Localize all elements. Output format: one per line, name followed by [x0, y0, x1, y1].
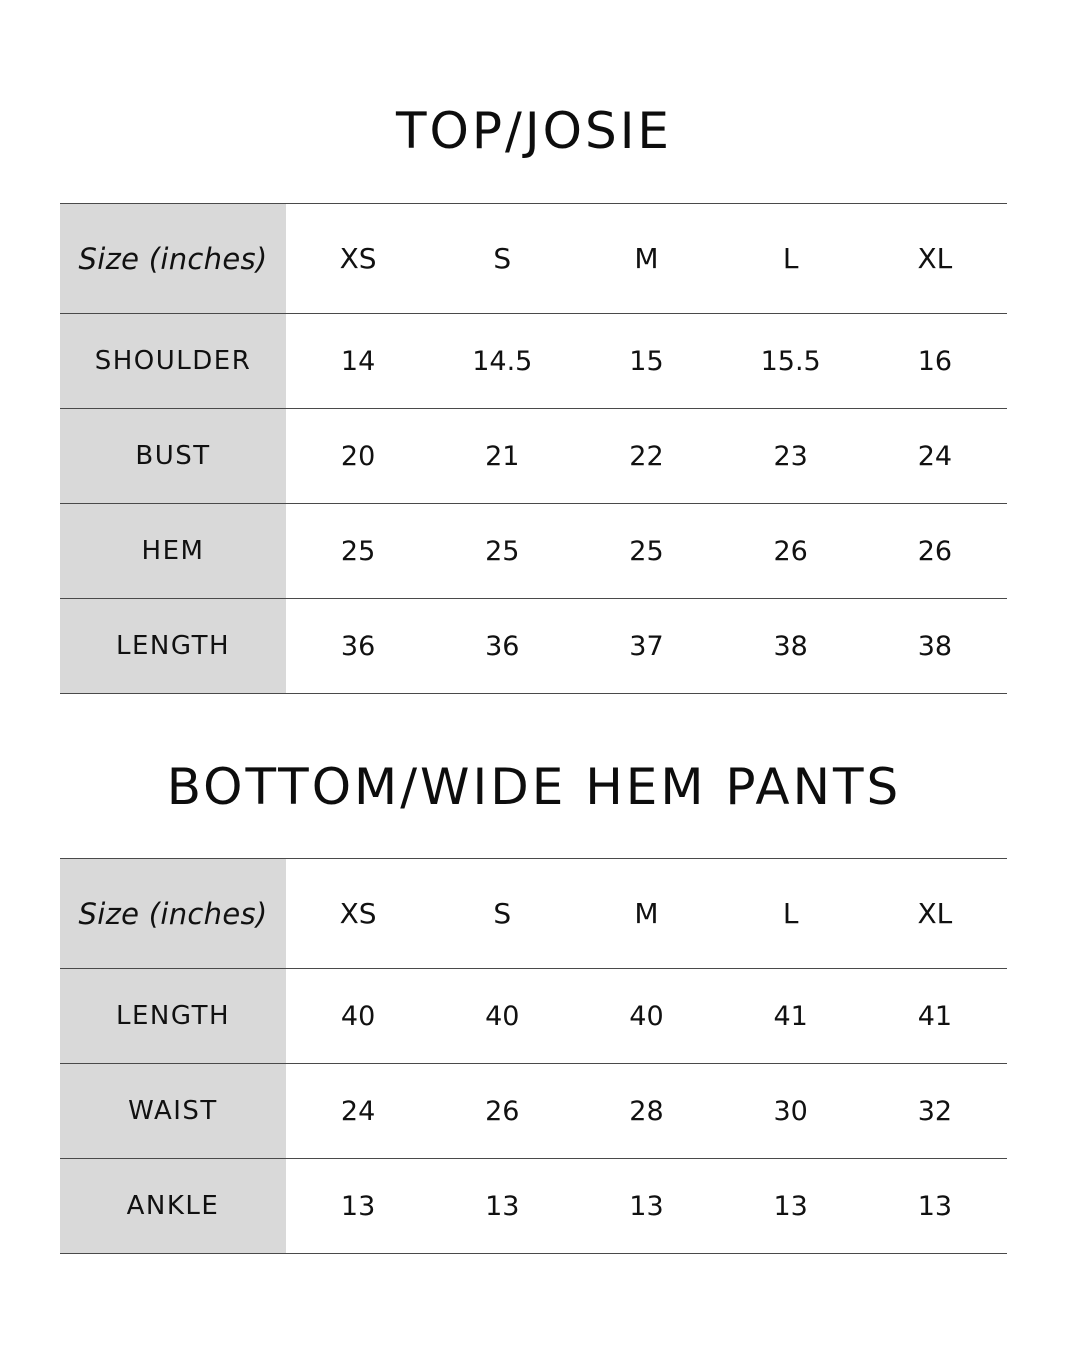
table-row [60, 599, 1007, 694]
bottom-size-table [60, 858, 1007, 1254]
table-header-row [60, 859, 1007, 969]
measurement-cell: 13 [719, 1159, 863, 1254]
measurement-cell: 15.5 [719, 314, 863, 409]
size-column-header: XS [286, 859, 430, 969]
row-label: HEM [60, 504, 286, 599]
table-row [60, 314, 1007, 409]
size-column-header: XL [863, 859, 1007, 969]
size-column-header: S [430, 204, 574, 314]
measurement-cell: 15 [574, 314, 718, 409]
measurement-cell: 16 [863, 314, 1007, 409]
table-header-row [60, 204, 1007, 314]
measurement-cell: 21 [430, 409, 574, 504]
measurement-cell: 24 [286, 1064, 430, 1159]
row-label: BUST [60, 409, 286, 504]
size-column-header: M [574, 859, 718, 969]
top-size-table [60, 203, 1007, 694]
row-label: SHOULDER [60, 314, 286, 409]
measurement-cell: 14.5 [430, 314, 574, 409]
size-header-label: Size (inches) [60, 859, 286, 969]
measurement-cell: 14 [286, 314, 430, 409]
measurement-cell: 26 [863, 504, 1007, 599]
measurement-cell: 13 [430, 1159, 574, 1254]
measurement-cell: 37 [574, 599, 718, 694]
size-column-header: S [430, 859, 574, 969]
measurement-cell: 38 [719, 599, 863, 694]
size-column-header: L [719, 859, 863, 969]
table-row [60, 504, 1007, 599]
measurement-cell: 36 [286, 599, 430, 694]
measurement-cell: 25 [430, 504, 574, 599]
measurement-cell: 13 [286, 1159, 430, 1254]
table-row [60, 409, 1007, 504]
measurement-cell: 30 [719, 1064, 863, 1159]
measurement-cell: 25 [574, 504, 718, 599]
measurement-cell: 41 [863, 969, 1007, 1064]
measurement-cell: 40 [286, 969, 430, 1064]
measurement-cell: 40 [430, 969, 574, 1064]
measurement-cell: 23 [719, 409, 863, 504]
size-header-label: Size (inches) [60, 204, 286, 314]
measurement-cell: 36 [430, 599, 574, 694]
size-column-header: XS [286, 204, 430, 314]
row-label: ANKLE [60, 1159, 286, 1254]
measurement-cell: 13 [574, 1159, 718, 1254]
measurement-cell: 38 [863, 599, 1007, 694]
measurement-cell: 13 [863, 1159, 1007, 1254]
measurement-cell: 22 [574, 409, 718, 504]
measurement-cell: 26 [719, 504, 863, 599]
measurement-cell: 26 [430, 1064, 574, 1159]
row-label: LENGTH [60, 969, 286, 1064]
table-row [60, 969, 1007, 1064]
size-column-header: L [719, 204, 863, 314]
size-column-header: XL [863, 204, 1007, 314]
measurement-cell: 40 [574, 969, 718, 1064]
size-column-header: M [574, 204, 718, 314]
row-label: WAIST [60, 1064, 286, 1159]
measurement-cell: 41 [719, 969, 863, 1064]
table-row [60, 1159, 1007, 1254]
measurement-cell: 32 [863, 1064, 1007, 1159]
table-row [60, 1064, 1007, 1159]
top-section-title: TOP/JOSIE [395, 102, 673, 160]
measurement-cell: 28 [574, 1064, 718, 1159]
measurement-cell: 25 [286, 504, 430, 599]
bottom-section-title: BOTTOM/WIDE HEM PANTS [166, 758, 902, 816]
row-label: LENGTH [60, 599, 286, 694]
measurement-cell: 20 [286, 409, 430, 504]
measurement-cell: 24 [863, 409, 1007, 504]
